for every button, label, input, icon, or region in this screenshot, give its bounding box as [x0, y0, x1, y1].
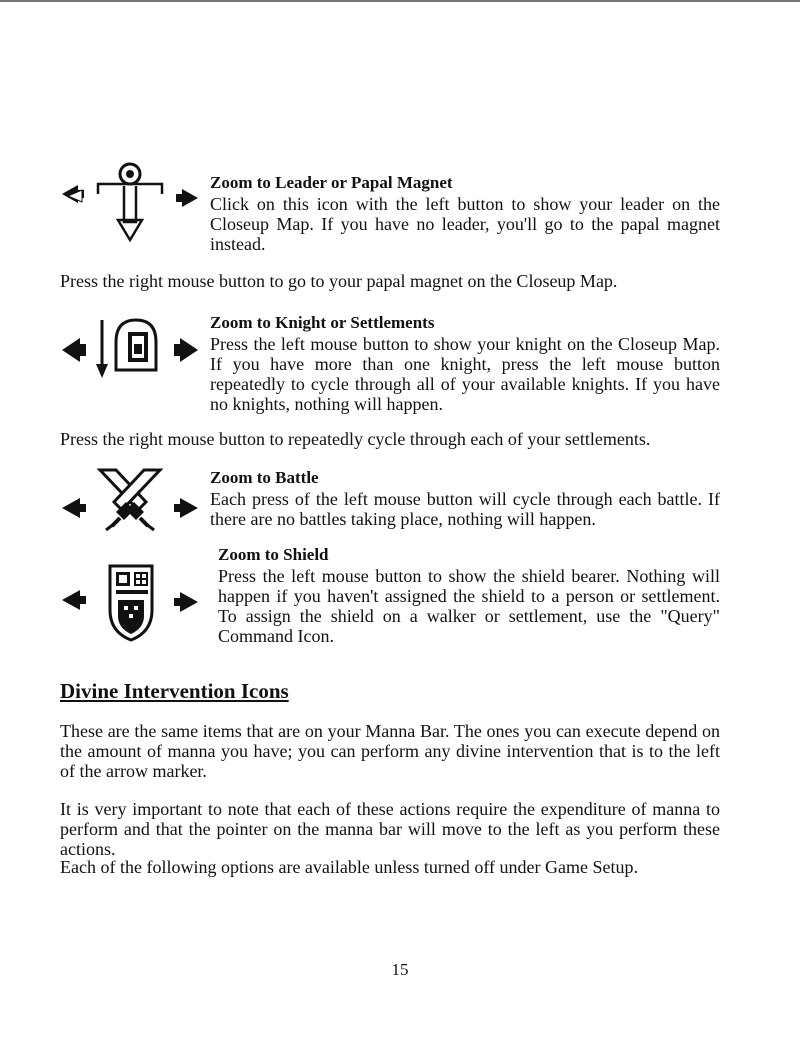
top-rule [0, 0, 800, 2]
zoom-leader-right-button: Press the right mouse button to go to your papal magnet on the Closeup Map. [60, 271, 618, 291]
divine-para-2: It is very important to note that each of these actions require the expenditure of manna to perform and that the pointer on the manna bar will move to the left as you perform these actions. [60, 799, 720, 859]
shield-icon[interactable] [60, 560, 200, 644]
knight-helmet-icon[interactable] [60, 314, 200, 386]
ankh-magnet-icon[interactable] [60, 160, 200, 250]
zoom-battle-body: Each press of the left mouse button will cycle through each battle. If there are no battles taking place, nothing will happen. [210, 489, 720, 529]
divine-para-3: Each of the following options are available unless turned off under Game Setup. [60, 857, 639, 877]
crossed-swords-icon[interactable] [60, 466, 200, 538]
zoom-battle-section [210, 467, 720, 529]
zoom-knight-section [210, 312, 720, 414]
zoom-shield-body: Press the left mouse button to show the shield bearer. Nothing will happen if you haven't assigned the shield to a person or settlement. To assign the shield on a walker or settlement, use the "Query" Command Icon. [218, 566, 720, 646]
zoom-knight-body: Press the left mouse button to show your knight on the Closeup Map. If you have more than one knight, press the left mouse button repeatedly to cycle through all of your available knights. If you have no knights, nothing will happen. [210, 334, 720, 414]
zoom-battle-title: Zoom to Battle [210, 468, 319, 487]
zoom-shield-section [218, 544, 720, 646]
page-number: 15 [391, 960, 409, 979]
zoom-knight-title: Zoom to Knight or Settlements [210, 313, 435, 332]
zoom-shield-title: Zoom to Shield [218, 545, 329, 564]
zoom-leader-title: Zoom to Leader or Papal Magnet [210, 173, 453, 192]
zoom-leader-body: Click on this icon with the left button to show your leader on the Closeup Map. If you have no leader, you'll go to the papal magnet instead. [210, 194, 720, 254]
divine-para-1: These are the same items that are on your Manna Bar. The ones you can execute depend on the amount of manna you have; you can perform any divine intervention that is to the left of the arrow marker. [60, 721, 720, 781]
zoom-knight-right-button: Press the right mouse button to repeatedly cycle through each of your settlements. [60, 429, 651, 449]
zoom-leader-section [210, 172, 720, 254]
divine-intervention-heading: Divine Intervention Icons [60, 679, 289, 703]
